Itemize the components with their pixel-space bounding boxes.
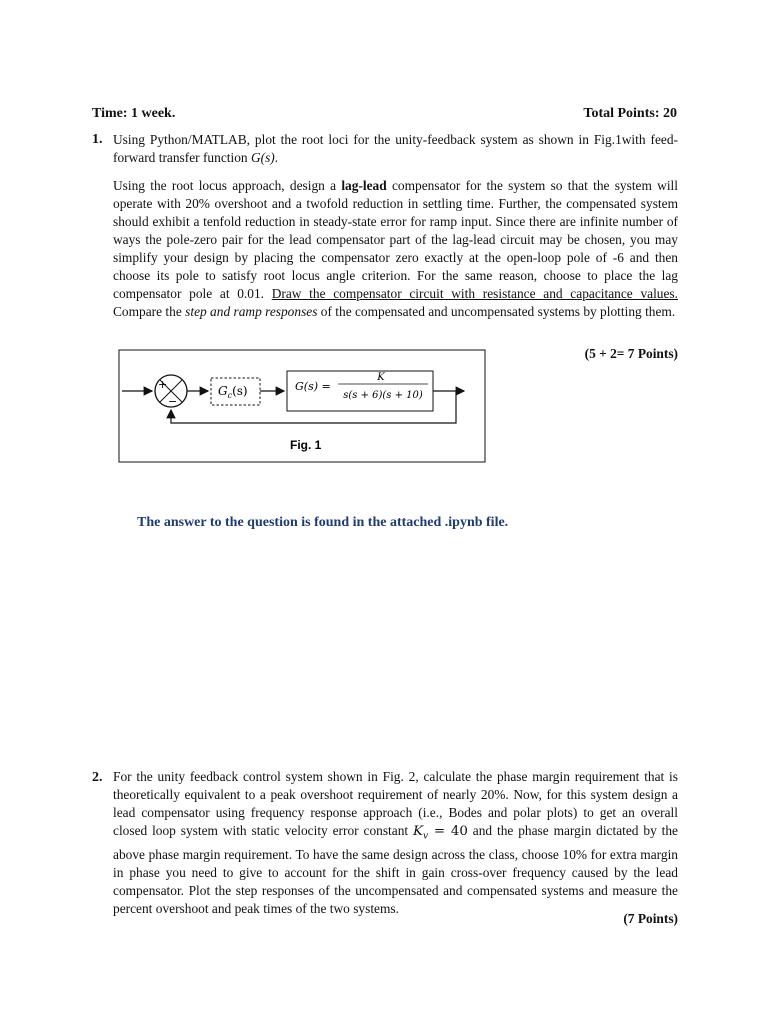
figure-1-block-diagram (118, 349, 486, 463)
total-points-label: Total Points: 20 (583, 106, 677, 121)
gc-label: $G_c(s)$ (218, 384, 248, 400)
minus-sign: − (168, 395, 178, 408)
gs-numerator: K (377, 372, 385, 383)
question-1-intro: Using Python/MATLAB, plot the root loci for the unity-feedback system as shown in Fig.1with feed-forward transfer function G(s). (113, 132, 678, 165)
gs-lhs: G(s) = (295, 380, 331, 393)
kv-symbol: $K_v$ (413, 824, 429, 842)
plus-sign: + (158, 378, 168, 391)
question-2-number: 2. (92, 770, 103, 785)
question-2-body: For the unity feedback control system shown in Fig. 2, calculate the phase margin requirement that is theoretically equivalent to a peak overshoot requirement of nearly 20%. Now, for this system design a lead compensator using frequency response approach (i.e., Bodes and polar plots) to get an overall closed loop system with static velocity error constant $K_v = 40$ and the phase margin dictated by the above phase margin requirement. To have the same design across the class, choose 10% for extra margin in phase you need to give to account for the shift in gain cross-over frequency caused by the lead compensator. Plot the step responses of the uncompensated and compensated systems and measure the percent overshoot and peak times of the two systems. (113, 769, 678, 916)
question-2-points: (7 Points) (623, 911, 678, 926)
time-label: Time: 1 week. (92, 106, 176, 121)
gs-denominator: s(s + 6)(s + 10) (343, 390, 423, 401)
compensator-circuit-instruction: Draw the compensator circuit with resistance and capacitance values. (271, 286, 678, 301)
question-1-points: (5 + 2= 7 Points) (584, 346, 678, 361)
figure-1-caption: Fig. 1 (290, 438, 322, 452)
question-1-body: Using the root locus approach, design a lag-lead compensator for the system so that the system will operate with 20% overshoot and a twofold reduction in settling time. Further, the compensated system should exhibit a tenfold reduction in steady-state error for ramp input. Since there are infinite number of ways the pole-zero pair for the lead compensator part of the lag-lead circuit may be chosen, you may simplify your design by placing the compensator zero exactly at the open-loop pole of -6 and then choose its pole to satisfy root locus angle criterion. For the same reason, choose to place the lag compensator pole at 0.01. Draw the compensator circuit with resistance and capacitance values. Compare the step and ramp responses of the compensated and uncompensated systems by plotting them. (113, 178, 678, 319)
answer-note: The answer to the question is found in the attached .ipynb file. (137, 515, 509, 530)
question-1-number: 1. (92, 132, 103, 147)
